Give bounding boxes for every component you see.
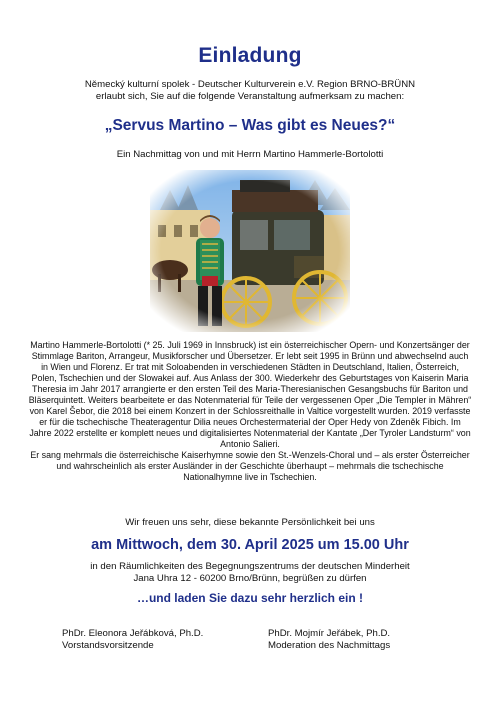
closing-line: …und laden Sie dazu sehr herzlich ein ! <box>136 591 364 605</box>
event-date: am Mittwoch, dem 30. April 2025 um 15.00 Uhr <box>91 537 409 553</box>
signature-name: PhDr. Eleonora Jeřábková, Ph.D. <box>62 628 204 639</box>
signature-role: Moderation des Nachmittags <box>268 640 391 651</box>
venue-line-1: in den Räumlichkeiten des Begegnungszentrums der deutschen Minderheit <box>90 561 410 572</box>
signature-right <box>268 628 390 652</box>
biography <box>28 340 472 483</box>
signature-name: PhDr. Mojmír Jeřábek, Ph.D. <box>268 628 391 639</box>
event-title: „Servus Martino – Was gibt es Neues?“ <box>104 117 396 134</box>
invite-line: Wir freuen uns sehr, diese bekannte Persönlichkeit bei uns <box>125 517 375 528</box>
intro-line-1: Německý kulturní spolek - Deutscher Kulturverein e.V. Region BRNO-BRÜNN <box>84 79 416 90</box>
intro-text <box>40 79 460 103</box>
event-photo <box>150 170 350 332</box>
signature-left <box>62 628 203 652</box>
signature-role: Vorstandsvorsitzende <box>62 640 154 651</box>
biography-paragraph-2: Er sang mehrmals die österreichische Kaiserhymne sowie den St.-Wenzels-Choral und – als erster Österreicher und wahrscheinlich als erster Ausländer in der Geschichte überhaupt – mehrmals die tschechische Nationalhymne live in Tschechien. <box>30 450 470 482</box>
page-title: Einladung <box>198 44 302 67</box>
biography-paragraph-1: Martino Hammerle-Bortolotti (* 25. Juli 1969 in Innsbruck) ist ein österreichischer Opern- und Konzertsänger der Stimmlage Bariton, Arrangeur, Musikforscher und Übersetzer. Er lebt seit 1995 in Brünn und abwechselnd auch in Wien und Florenz. Er trat mit Soloabenden in verschiedenen Städten in Deutschland, Italien, Österreich, Polen, Tschechien und der Slowakei auf. Aus Anlass der 300. Wiederkehr des Geburtstages von Kaiserin Maria Theresia im Jahr 2017 arrangierte er den ersten Teil des Maria-Theresianischen Gesangsbuchs für Bariton und Bläserquintett. Weiters bearbeitete er das Notenmaterial für Teile der vergessenen Oper „Die Templer in Mähren“ von Karel Šebor, die 2018 bei einem Konzert in der Schlossreithalle in Valtice vorgestellt wurden. 2019 verfasste er für die tschechische Theateragentur Dilia neues Orchestermaterial der Oper Hedy von Zdeněk Fibich. Im Jahre 2022 erstellte er komplett neues und digitalisiertes Notenmaterial der Kantate „Der Tyroler Landsturm“ von Antonio Salieri. <box>28 340 472 449</box>
event-subtitle: Ein Nachmittag von und mit Herrn Martino Hammerle-Bortolotti <box>116 149 384 160</box>
event-venue <box>60 561 440 585</box>
venue-line-2: Jana Uhra 12 - 60200 Brno/Brünn, begrüßen zu dürfen <box>133 573 367 584</box>
intro-line-2: erlaubt sich, Sie auf die folgende Veranstaltung aufmerksam zu machen: <box>95 91 405 102</box>
photo-illustration <box>150 170 350 332</box>
